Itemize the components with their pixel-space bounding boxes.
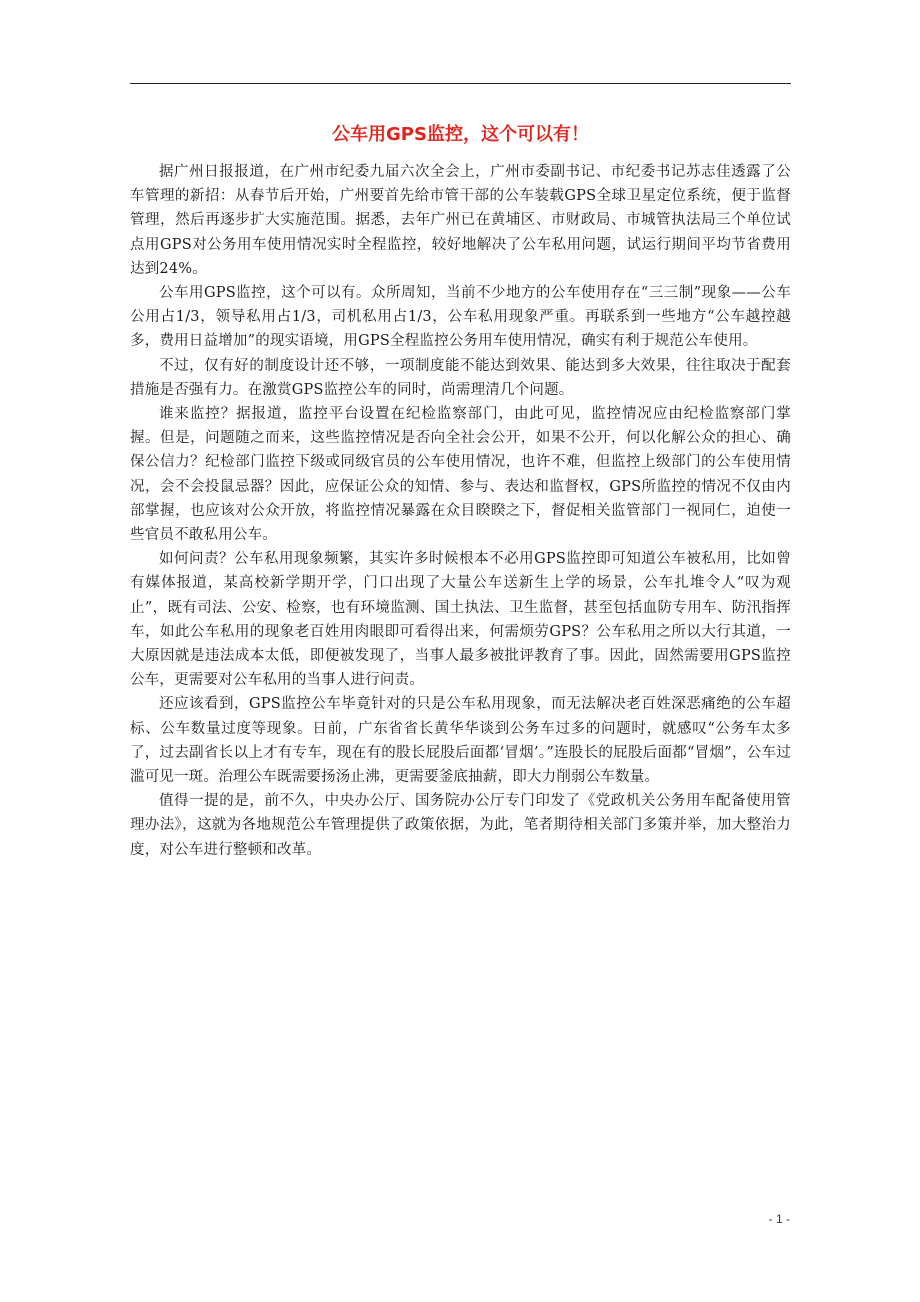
- paragraph: 不过，仅有好的制度设计还不够，一项制度能不能达到效果、能达到多大效果，往往取决于配套措施是否强有力。在激赏GPS监控公车的同时，尚需理清几个问题。: [130, 357, 791, 398]
- header-rule: [130, 83, 791, 84]
- paragraph: 如何问责？公车私用现象频繁，其实许多时候根本不必用GPS监控即可知道公车被私用，比如曾有媒体报道，某高校新学期开学，门口出现了大量公车送新生上学的场景，公车扎堆令人“叹为观止”，既有司法、公安、检察，也有环境监测、国土执法、卫生监督，甚至包括血防专用车、防汛指挥车，如此公车私用的现象老百姓用肉眼即可看得出来，何需烦劳GPS？公车私用之所以大行其道，一大原因就是违法成本太低，即便被发现了，当事人最多被批评教育了事。因此，固然需要用GPS监控公车，更需要对公车私用的当事人进行问责。: [130, 551, 791, 689]
- paragraph: 公车用GPS监控，这个可以有。众所周知，当前不少地方的公车使用存在“三三制”现象——公车公用占1/3，领导私用占1/3，司机私用占1/3，公车私用现象严重。再联系到一些地方“公车越控越多，费用日益增加”的现实语境，用GPS全程监控公务用车使用情况，确实有利于规范公车使用。: [130, 285, 791, 350]
- paragraph: 谁来监控？据报道，监控平台设置在纪检监察部门，由此可见，监控情况应由纪检监察部门掌握。但是，问题随之而来，这些监控情况是否向全社会公开，如果不公开，何以化解公众的担心、确保公信力？纪检部门监控下级或同级官员的公车使用情况，也许不难，但监控上级部门的公车使用情况，会不会投鼠忌器？因此，应保证公众的知情、参与、表达和监督权，GPS所监控的情况不仅由内部掌握，也应该对公众开放，将监控情况暴露在众目睽睽之下，督促相关监管部门一视同仁，迫使一些官员不敢私用公车。: [130, 406, 791, 544]
- paragraph: 据广州日报报道，在广州市纪委九届六次全会上，广州市委副书记、市纪委书记苏志佳透露了公车管理的新招：从春节后开始，广州要首先给市管干部的公车装载GPS全球卫星定位系统，便于监督管理，然后再逐步扩大实施范围。据悉，去年广州已在黄埔区、市财政局、市城管执法局三个单位试点用GPS对公务用车使用情况实时全程监控，较好地解决了公车私用问题，试运行期间平均节省费用达到24%。: [130, 164, 791, 277]
- paragraph: 还应该看到，GPS监控公车毕竟针对的只是公车私用现象，而无法解决老百姓深恶痛绝的公车超标、公车数量过度等现象。日前，广东省省长黄华华谈到公务车过多的问题时，就感叹“公务车太多了，过去副省长以上才有专车，现在有的股长屁股后面都‘冒烟’。”连股长的屁股后面都“冒烟”，公车过滥可见一斑。治理公车既需要扬汤止沸，更需要釜底抽薪，即大力削弱公车数量。: [130, 696, 791, 786]
- article-title: 公车用GPS监控，这个可以有！: [332, 124, 589, 145]
- article-body: [130, 160, 791, 862]
- page-number: - 1 -: [768, 1212, 790, 1226]
- paragraph: 值得一提的是，前不久，中央办公厅、国务院办公厅专门印发了《党政机关公务用车配备使用管理办法》，这就为各地规范公车管理提供了政策依据，为此，笔者期待相关部门多策并举，加大整治力度，对公车进行整顿和改革。: [130, 793, 791, 858]
